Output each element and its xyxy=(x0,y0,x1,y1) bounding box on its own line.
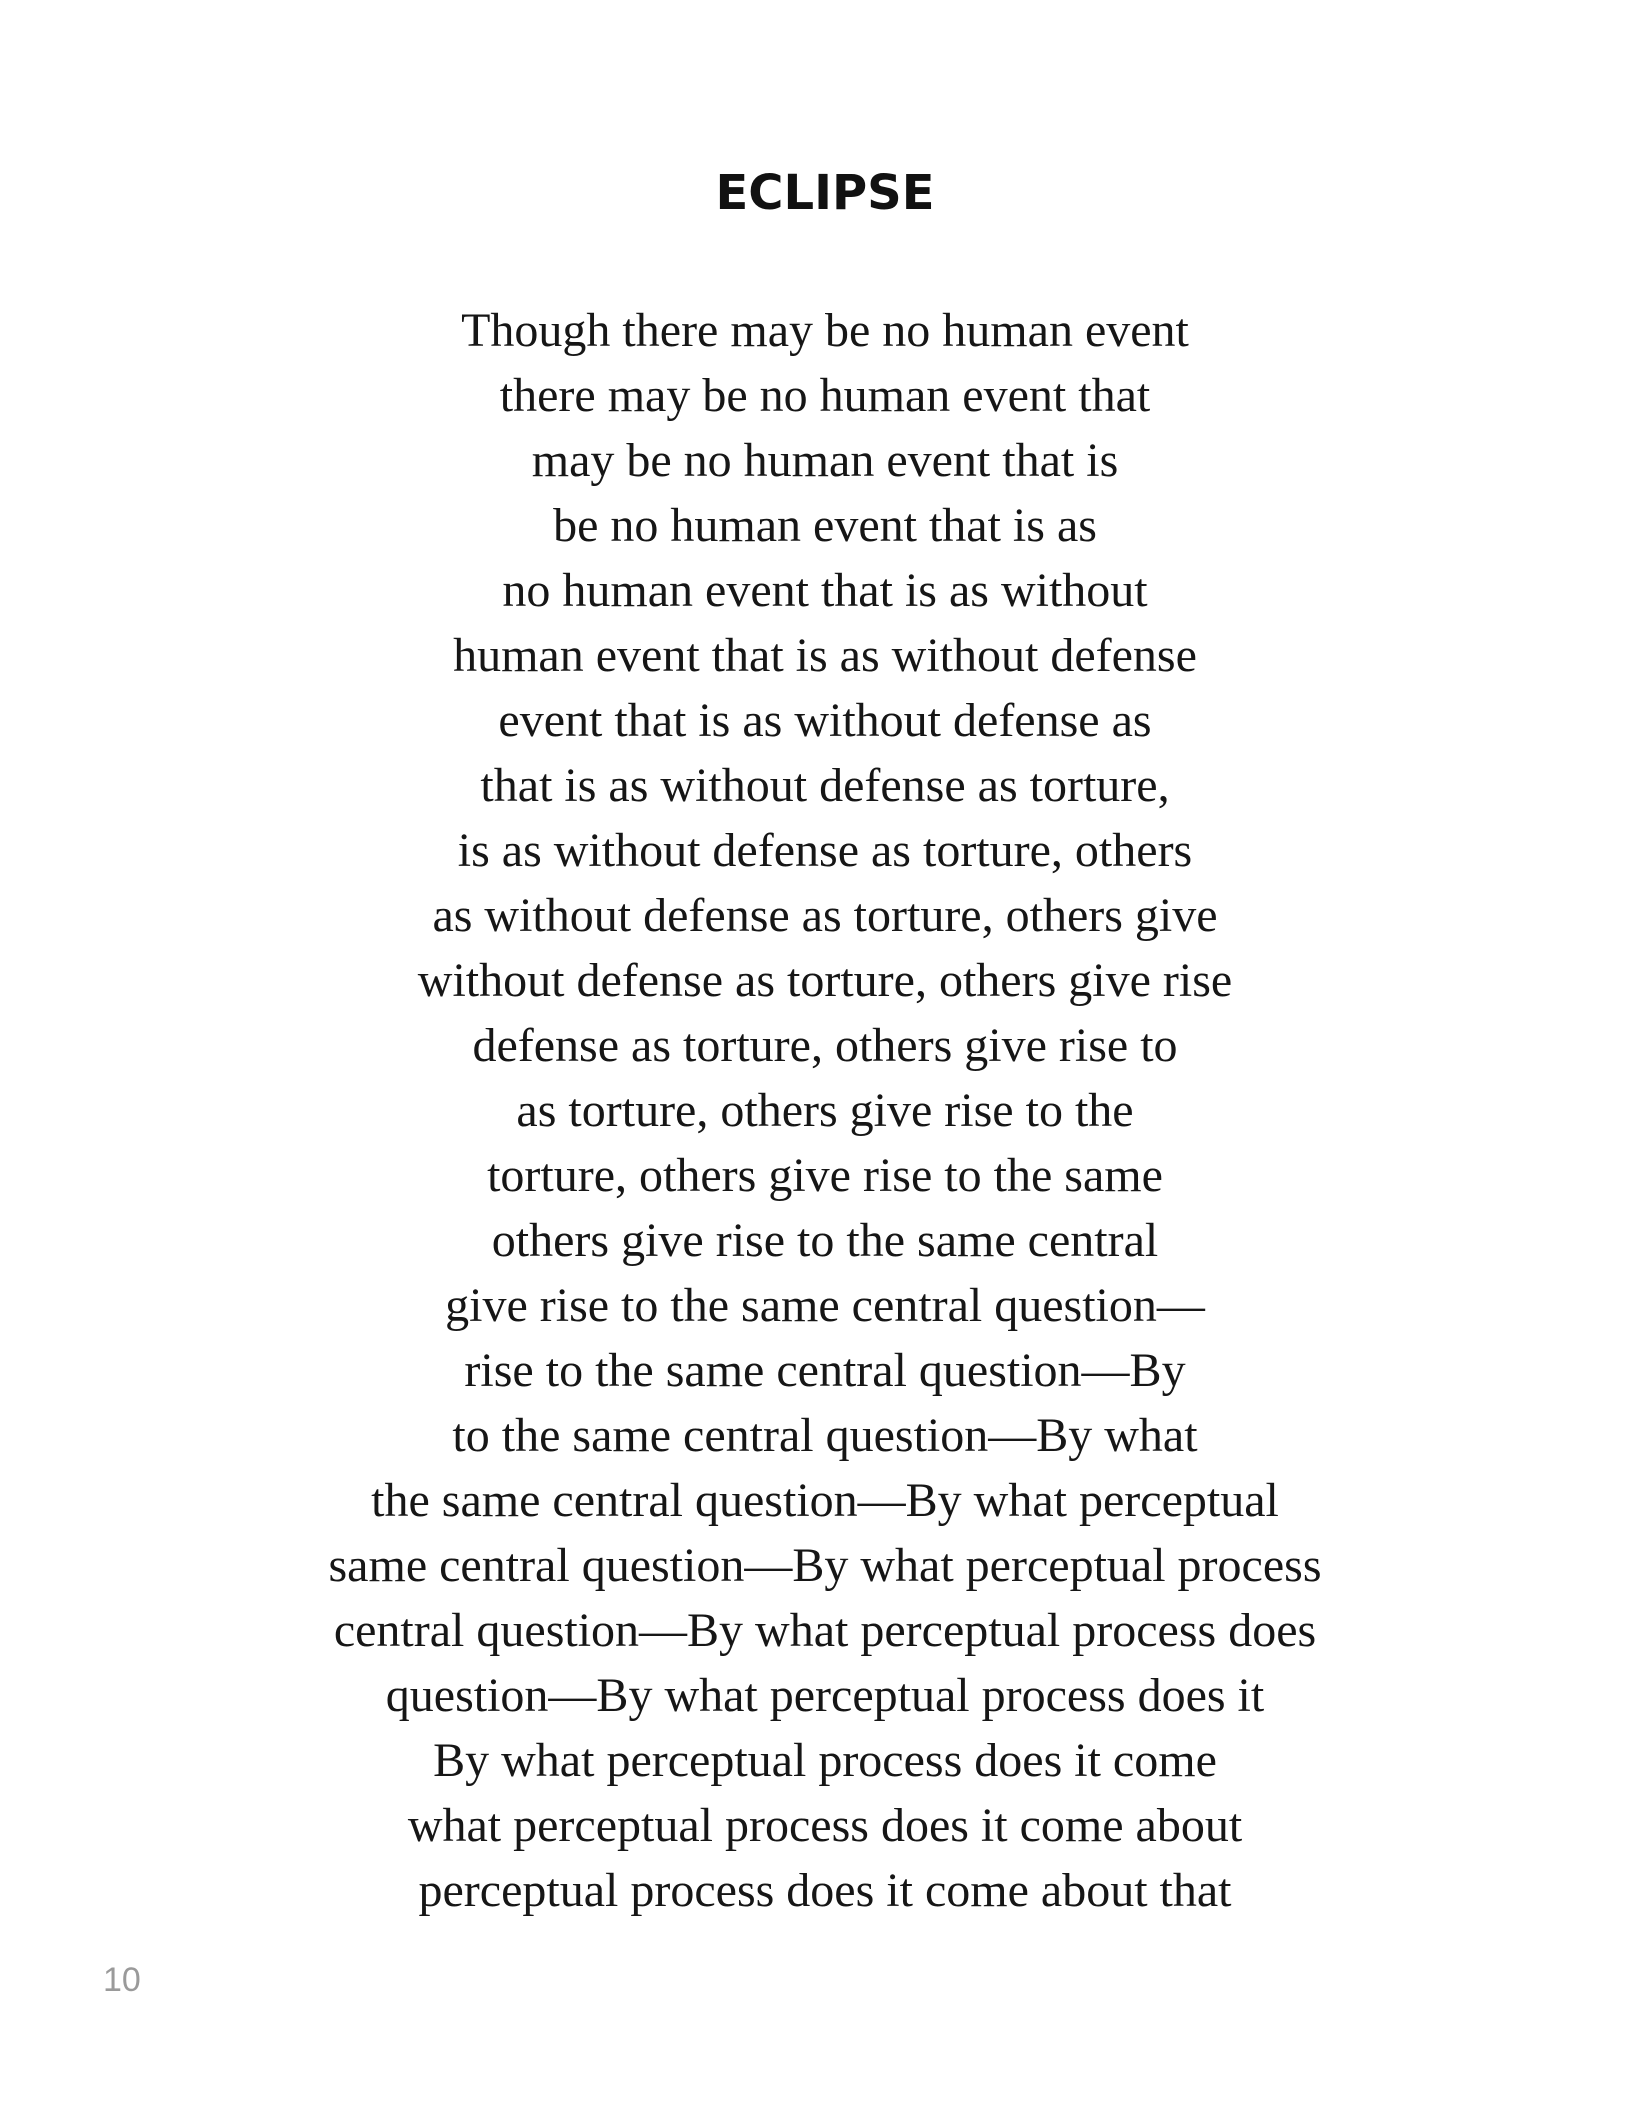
poem-line: be no human event that is as xyxy=(553,499,1097,552)
poem-title: ECLIPSE xyxy=(715,165,935,221)
poem-body xyxy=(0,298,1650,1923)
poem-line: give rise to the same central question— xyxy=(445,1279,1205,1332)
poem-line: there may be no human event that xyxy=(499,369,1151,422)
poem-line: no human event that is as without xyxy=(502,564,1148,617)
poem-line: what perceptual process does it come about xyxy=(407,1799,1243,1852)
poem-line: By what perceptual process does it come xyxy=(433,1734,1217,1787)
poem-line: as torture, others give rise to the xyxy=(516,1084,1134,1137)
poem-line: event that is as without defense as xyxy=(498,694,1152,747)
poem-line: that is as without defense as torture, xyxy=(480,759,1170,812)
poem-line: torture, others give rise to the same xyxy=(487,1149,1163,1202)
poem-line: the same central question—By what perceptual xyxy=(371,1474,1279,1527)
poem-line: as without defense as torture, others give xyxy=(432,889,1218,942)
poem-line: question—By what perceptual process does it xyxy=(385,1669,1265,1722)
poem-line: rise to the same central question—By xyxy=(464,1344,1186,1397)
poem-line: to the same central question—By what xyxy=(452,1409,1198,1462)
poem-line: others give rise to the same central xyxy=(491,1214,1159,1267)
poem-line: same central question—By what perceptual process xyxy=(328,1539,1322,1592)
poem-line: may be no human event that is xyxy=(531,434,1119,487)
poem-line: human event that is as without defense xyxy=(453,629,1197,682)
poem-line: without defense as torture, others give rise xyxy=(417,954,1233,1007)
poem-line: defense as torture, others give rise to xyxy=(472,1019,1178,1072)
poem-line: is as without defense as torture, others xyxy=(457,824,1193,877)
poem-line: central question—By what perceptual process does xyxy=(333,1604,1317,1657)
poem-line: Though there may be no human event xyxy=(461,304,1189,357)
page-number: 10 xyxy=(103,1961,141,1999)
poem-line: perceptual process does it come about that xyxy=(418,1864,1232,1917)
